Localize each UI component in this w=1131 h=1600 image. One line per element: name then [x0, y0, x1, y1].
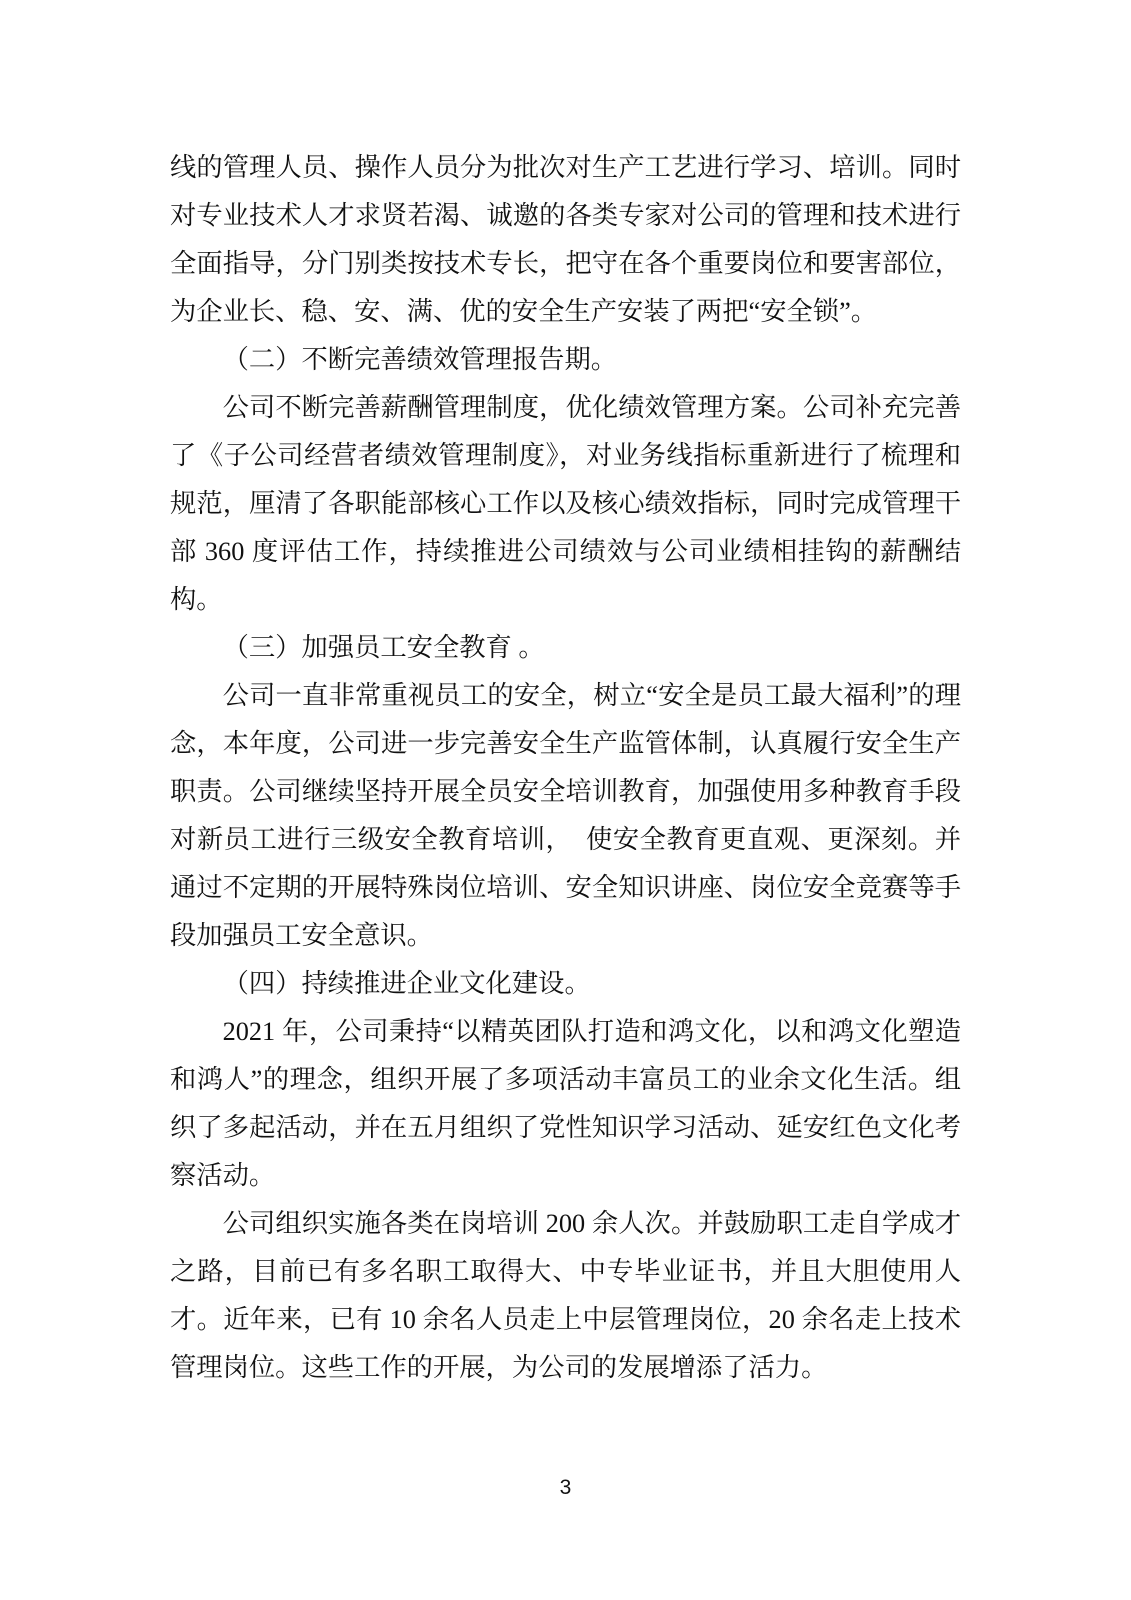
section-heading-2: （二）不断完善绩效管理报告期。 [222, 345, 618, 374]
section-heading-3: （三）加强员工安全教育 。 [222, 633, 545, 662]
paragraph-training-talent: 公司组织实施各类在岗培训 200 余人次。并鼓励职工走自学成才之路，目前已有多名职工取得大、中专毕业证书，并且大胆使用人才。近年来，已有 10 余名人员走上中层管理岗位，20 余名走上技术管理岗位。这些工作的开展，为公司的发展增添了活力。 [170, 1209, 961, 1382]
paragraph-performance-management: 公司不断完善薪酬管理制度，优化绩效管理方案。公司补充完善了《子公司经营者绩效管理制度》，对业务线指标重新进行了梳理和规范，厘清了各职能部核心工作以及核心绩效指标，同时完成管理干部 360 度评估工作，持续推进公司绩效与公司业绩相挂钩的薪酬结构。 [170, 393, 961, 614]
paragraph-corporate-culture: 2021 年，公司秉持“以精英团队打造和鸿文化，以和鸿文化塑造和鸿人”的理念，组织开展了多项活动丰富员工的业余文化生活。组织了多起活动，并在五月组织了党性知识学习活动、延安红色文化考察活动。 [170, 1017, 961, 1190]
section-heading-4: （四）持续推进企业文化建设。 [222, 969, 591, 998]
document-body [170, 144, 961, 1392]
paragraph-safety-education: 公司一直非常重视员工的安全，树立“安全是员工最大福利”的理念，本年度，公司进一步完善安全生产监管体制，认真履行安全生产职责。公司继续坚持开展全员安全培训教育，加强使用多种教育手段对新员工进行三级安全教育培训， 使安全教育更直观、更深刻。并通过不定期的开展特殊岗位培训、安全知识讲座、岗位安全竞赛等手段加强员工安全意识。 [170, 681, 961, 950]
paragraph-continuation: 线的管理人员、操作人员分为批次对生产工艺进行学习、培训。同时对专业技术人才求贤若渴、诚邀的各类专家对公司的管理和技术进行全面指导，分门别类按技术专长，把守在各个重要岗位和要害部位，为企业长、稳、安、满、优的安全生产安装了两把“安全锁”。 [170, 153, 961, 326]
page-footer [0, 1474, 1131, 1502]
page-number: 3 [559, 1476, 572, 1499]
